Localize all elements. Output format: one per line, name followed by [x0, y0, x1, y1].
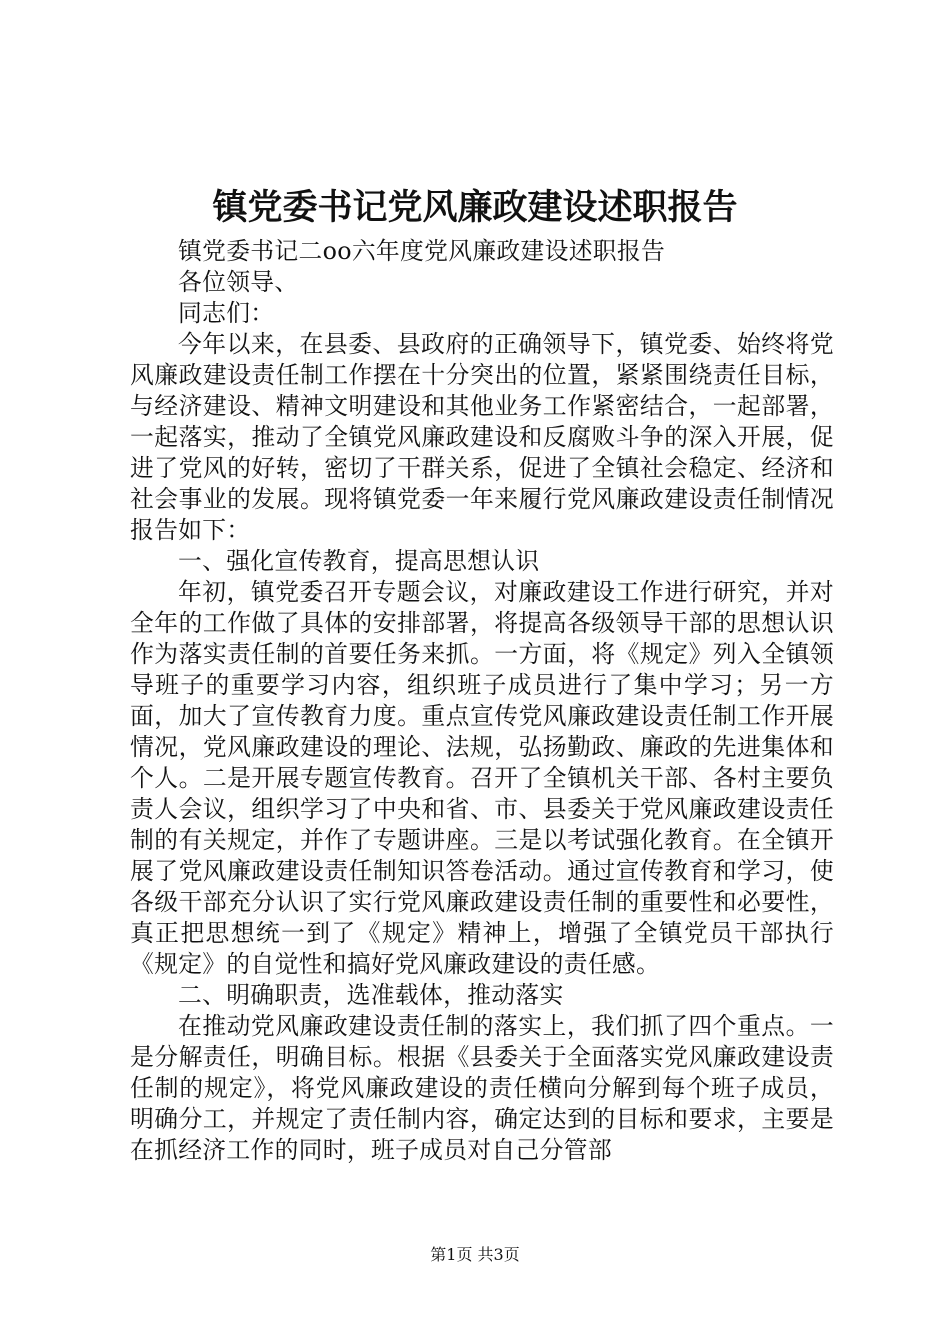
subtitle-line: 镇党委书记二oo六年度党风廉政建设述职报告: [178, 237, 666, 265]
document-body: [130, 236, 834, 1166]
section-heading-1: 一、强化宣传教育，提高思想认识: [178, 547, 540, 575]
section-heading-2: 二、明确职责，选准载体，推动落实: [178, 981, 564, 1009]
document-title: 镇党委书记党风廉政建设述职报告: [212, 187, 738, 228]
section-1-paragraph: 年初，镇党委召开专题会议，对廉政建设工作进行研究，并对全年的工作做了具体的安排部署，将提高各级领导干部的思想认识作为落实责任制的首要任务来抓。一方面，将《规定》列入全镇领导班子的重要学习内容，组织班子成员进行了集中学习；另一方面，加大了宣传教育力度。重点宣传党风廉政建设责任制工作开展情况，党风廉政建设的理论、法规，弘扬勤政、廉政的先进集体和个人。二是开展专题宣传教育。召开了全镇机关干部、各村主要负责人会议，组织学习了中央和省、市、县委关于党风廉政建设责任制的有关规定，并作了专题讲座。三是以考试强化教育。在全镇开展了党风廉政建设责任制知识答卷活动。通过宣传教育和学习，使各级干部充分认识了实行党风廉政建设责任制的重要性和必要性，真正把思想统一到了《规定》精神上，增强了全镇党员干部执行《规定》的自觉性和搞好党风廉政建设的责任感。: [130, 578, 834, 978]
section-2-paragraph: 在推动党风廉政建设责任制的落实上，我们抓了四个重点。一是分解责任，明确目标。根据《县委关于全面落实党风廉政建设责任制的规定》，将党风廉政建设的责任横向分解到每个班子成员，明确分工，并规定了责任制内容，确定达到的目标和要求，主要是在抓经济工作的同时，班子成员对自己分管部: [130, 1012, 834, 1164]
intro-paragraph: 今年以来，在县委、县政府的正确领导下，镇党委、始终将党风廉政建设责任制工作摆在十分突出的位置，紧紧围绕责任目标，与经济建设、精神文明建设和其他业务工作紧密结合，一起部署，一起落实，推动了全镇党风廉政建设和反腐败斗争的深入开展，促进了党风的好转，密切了干群关系，促进了全镇社会稳定、经济和社会事业的发展。现将镇党委一年来履行党风廉政建设责任制情况报告如下：: [130, 330, 834, 544]
salutation-line-2: 同志们：: [178, 299, 275, 327]
salutation-line-1: 各位领导、: [178, 268, 299, 296]
page-number-footer: 第1页 共3页: [430, 1245, 520, 1264]
